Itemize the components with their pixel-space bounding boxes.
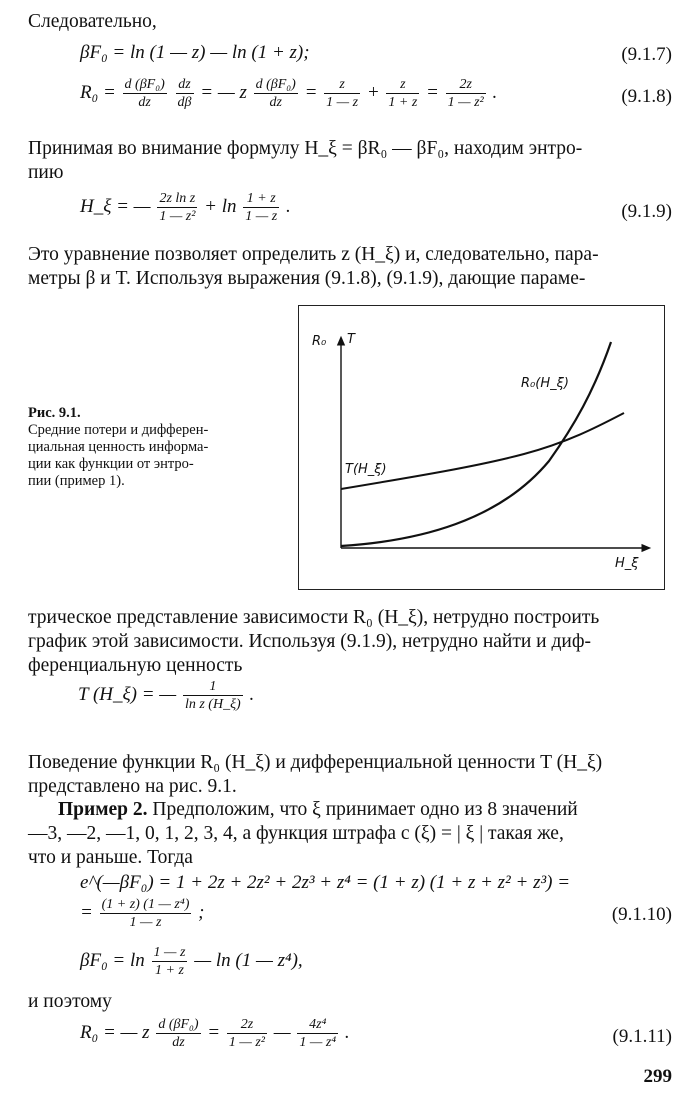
equation-number: (9.1.9): [621, 201, 672, 222]
eq-part: .: [249, 683, 255, 705]
text-line: график этой зависимости. Используя (9.1.9), нетрудно найти и диф-: [28, 631, 591, 652]
text-line: что и раньше. Тогда: [28, 847, 193, 868]
text-line: Поведение функции R₀ (H_ξ) и дифференциальной ценности T (H_ξ): [28, 752, 603, 773]
eq-part: =: [426, 81, 439, 103]
eq-part: .: [285, 195, 291, 217]
denominator: 1 — z²: [159, 209, 196, 224]
text-line: Принимая во внимание формулу H_ξ = βR₀ — βF₀, находим энтро-: [28, 138, 583, 159]
curve-t: [341, 413, 624, 489]
equation-9-1-8: [80, 76, 497, 111]
fraction: [176, 76, 194, 111]
equation-t: [78, 678, 254, 713]
equation-number: (9.1.8): [621, 86, 672, 107]
text-line: Это уравнение позволяет определить z (H_ξ) и, следовательно, пара-: [28, 244, 599, 265]
equation-number: (9.1.10): [611, 904, 672, 925]
eq-part: + ln: [204, 195, 237, 217]
fraction: [100, 896, 192, 931]
numerator: dz: [176, 76, 194, 94]
eq-part: = — z: [200, 81, 247, 103]
fraction: [156, 1016, 200, 1051]
equation-9-1-10-line1: e^(—βF₀) = 1 + 2z + 2z² + 2z³ + z⁴ = (1 + z) (1 + z + z² + z³) =: [80, 872, 571, 893]
y-axis-label-2: T: [347, 332, 355, 347]
fraction: [152, 944, 188, 979]
figure-plot: [299, 306, 666, 591]
equation-9-1-9: [80, 190, 291, 225]
equation-9-1-10-line2: [80, 896, 204, 931]
caption-line: ции как функции от энтро-: [28, 456, 194, 472]
fraction: [123, 76, 167, 111]
eq-part: +: [366, 81, 380, 103]
numerator: 2z: [446, 76, 486, 94]
text-line: ференциальную ценность: [28, 655, 243, 676]
caption-line: циальная ценность информа-: [28, 439, 209, 455]
text-line: Следовательно,: [28, 11, 157, 32]
eq-part: H_ξ = —: [80, 195, 151, 217]
curve-r0-label: R₀(H_ξ): [521, 376, 569, 391]
y-axis-label: R₀: [312, 334, 327, 349]
eq-part: .: [344, 1021, 350, 1043]
numerator: 1 + z: [243, 190, 279, 208]
denominator: 1 — z²: [228, 1035, 265, 1050]
eq-part: βF₀ = ln: [80, 949, 145, 971]
numerator: d (βF₀): [124, 77, 165, 92]
equation-number: (9.1.11): [612, 1026, 672, 1047]
figure-caption: [28, 405, 208, 490]
numerator: d (βF₀): [255, 77, 296, 92]
caption-line: Средние потери и дифферен-: [28, 422, 209, 438]
curve-t-label: T(H_ξ): [345, 462, 387, 477]
text-line: пию: [28, 162, 64, 183]
eq-part: .: [492, 81, 498, 103]
fraction: [386, 76, 419, 111]
denominator: 1 + z: [155, 963, 184, 978]
text-line: и поэтому: [28, 991, 112, 1012]
denominator: 1 — z: [245, 209, 278, 224]
eq-part: R₀ = — z: [80, 1021, 150, 1043]
denominator: dβ: [177, 95, 192, 110]
x-axis-label: H_ξ: [615, 556, 639, 571]
equation-bf0: [80, 944, 303, 979]
numerator: z: [386, 76, 419, 94]
denominator: dz: [138, 95, 151, 110]
caption-title: Рис. 9.1.: [28, 405, 81, 421]
fraction: [227, 1016, 267, 1051]
example-label: Пример 2.: [58, 799, 148, 820]
denominator: dz: [172, 1035, 185, 1050]
denominator: 1 — z²: [447, 95, 484, 110]
page-number: 299: [643, 1066, 672, 1087]
caption-line: пии (пример 1).: [28, 473, 125, 489]
fraction: [297, 1016, 338, 1051]
equation-9-1-7: βF₀ = ln (1 — z) — ln (1 + z);: [80, 42, 310, 63]
eq-part: T (H_ξ) = —: [78, 683, 177, 705]
numerator: 2z ln z: [157, 190, 197, 208]
numerator: 2z: [227, 1016, 267, 1034]
eq-part: =: [304, 81, 318, 103]
numerator: 4z⁴: [297, 1016, 338, 1034]
eq-part: ;: [198, 901, 205, 923]
fraction: [243, 190, 279, 225]
text-line: метры β и T. Используя выражения (9.1.8), (9.1.9), дающие параме-: [28, 268, 586, 289]
denominator: 1 + z: [388, 95, 418, 110]
eq-part: =: [80, 901, 93, 923]
fraction: [254, 76, 298, 111]
denominator: ln z (H_ξ): [184, 697, 241, 712]
eq-part: — ln (1 — z⁴),: [194, 949, 303, 971]
fraction: [324, 76, 360, 111]
numerator: z: [324, 76, 360, 94]
text-line: трическое представление зависимости R₀ (H_ξ), нетрудно построить: [28, 607, 600, 628]
numerator: 1: [183, 678, 243, 696]
text-line: —3, —2, —1, 0, 1, 2, 3, 4, а функция штрафа c (ξ) = | ξ | такая же,: [28, 823, 564, 844]
numerator: d (βF₀): [158, 1017, 199, 1032]
numerator: 1 — z: [153, 945, 186, 960]
equation-9-1-11: [80, 1016, 350, 1051]
fraction: [157, 190, 197, 225]
denominator: dz: [269, 95, 282, 110]
text-span: Предположим, что ξ принимает одно из 8 значений: [152, 799, 578, 820]
curve-r0: [341, 342, 611, 546]
numerator: (1 + z) (1 — z⁴): [101, 897, 190, 912]
equation-number: (9.1.7): [621, 44, 672, 65]
text-line: [58, 798, 578, 822]
eq-part: =: [207, 1021, 221, 1043]
denominator: 1 — z⁴: [299, 1035, 337, 1050]
denominator: 1 — z: [129, 915, 162, 930]
eq-part: R₀ =: [80, 81, 116, 103]
fraction: [183, 678, 243, 713]
eq-part: —: [273, 1021, 291, 1043]
figure-9-1: [298, 305, 665, 590]
fraction: [446, 76, 486, 111]
denominator: 1 — z: [326, 95, 359, 110]
text-line: представлено на рис. 9.1.: [28, 776, 237, 797]
